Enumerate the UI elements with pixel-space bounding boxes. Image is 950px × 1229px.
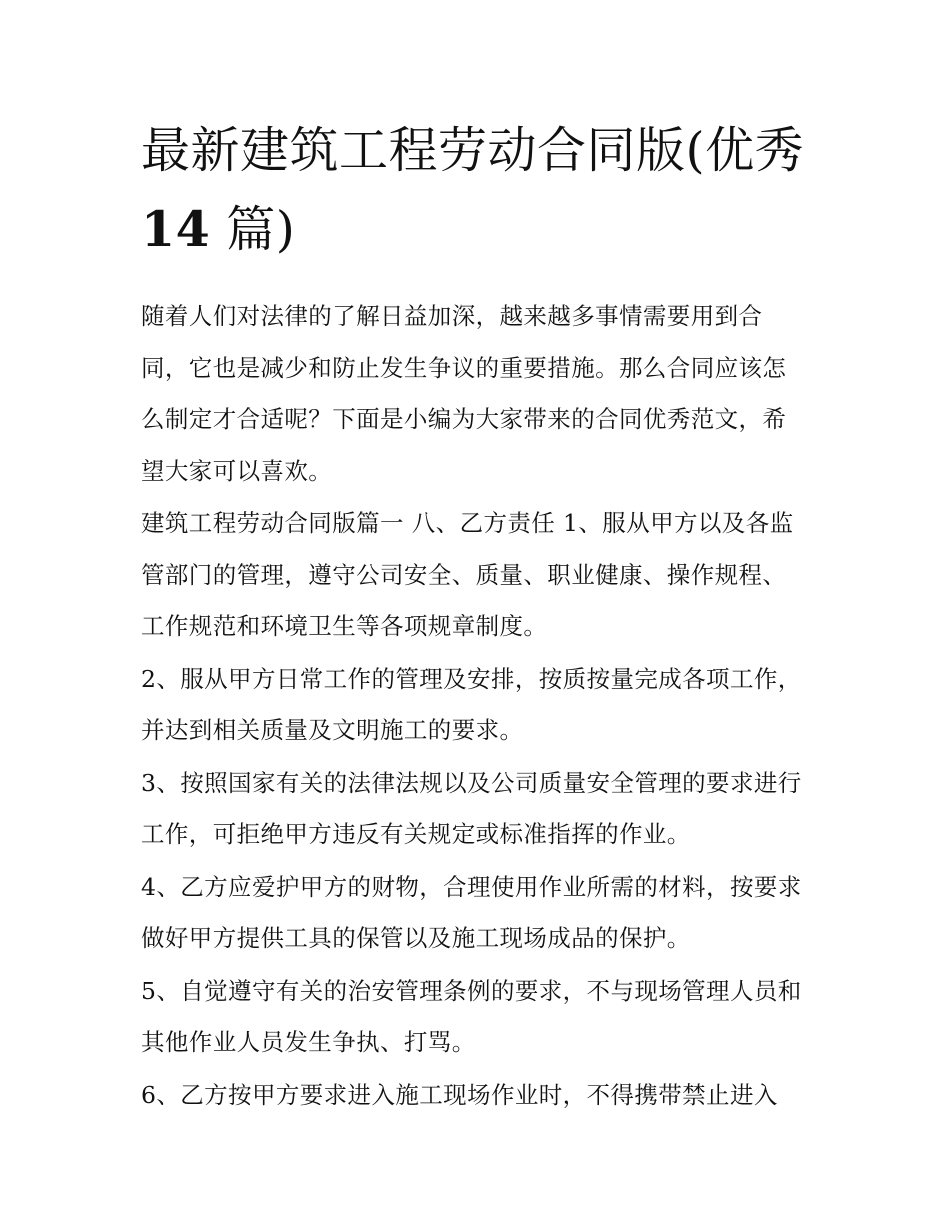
- title-line-1: 最新建筑工程劳动合同版(优秀: [141, 122, 805, 179]
- intro-paragraph: 随着人们对法律的了解日益加深，越来越多事情需要用到合同，它也是减少和防止发生争议的重要措施。那么合同应该怎么制定才合适呢？下面是小编为大家带来的合同优秀范文，希望大家可以喜欢。: [141, 302, 787, 485]
- clause-paragraph-5: 5、自觉遵守有关的治安管理条例的要求，不与现场管理人员和其他作业人员发生争执、打骂。: [141, 976, 802, 1056]
- title-line-2-rest: 篇): [210, 201, 296, 258]
- clause-paragraph-4: 4、乙方应爱护甲方的财物，合理使用作业所需的材料，按要求做好甲方提供工具的保管以及施工现场成品的保护。: [141, 872, 802, 952]
- clause-paragraph-6: 6、乙方按甲方要求进入施工现场作业时，不得携带禁止进入: [141, 1080, 778, 1109]
- document-title: [141, 112, 809, 269]
- document-body: [141, 112, 809, 1122]
- clause-paragraph-1: 建筑工程劳动合同版篇一 八、乙方责任 1、服从甲方以及各监管部门的管理，遵守公司安全、质量、职业健康、操作规程、工作规范和环境卫生等各项规章制度。: [141, 509, 794, 640]
- clause-paragraph-2: 2、服从甲方日常工作的管理及安排，按质按量完成各项工作，并达到相关质量及文明施工的要求。: [141, 664, 802, 744]
- title-number: 14: [141, 200, 211, 258]
- clause-paragraph-3: 3、按照国家有关的法律法规以及公司质量安全管理的要求进行工作，可拒绝甲方违反有关规定或标准指挥的作业。: [141, 768, 802, 848]
